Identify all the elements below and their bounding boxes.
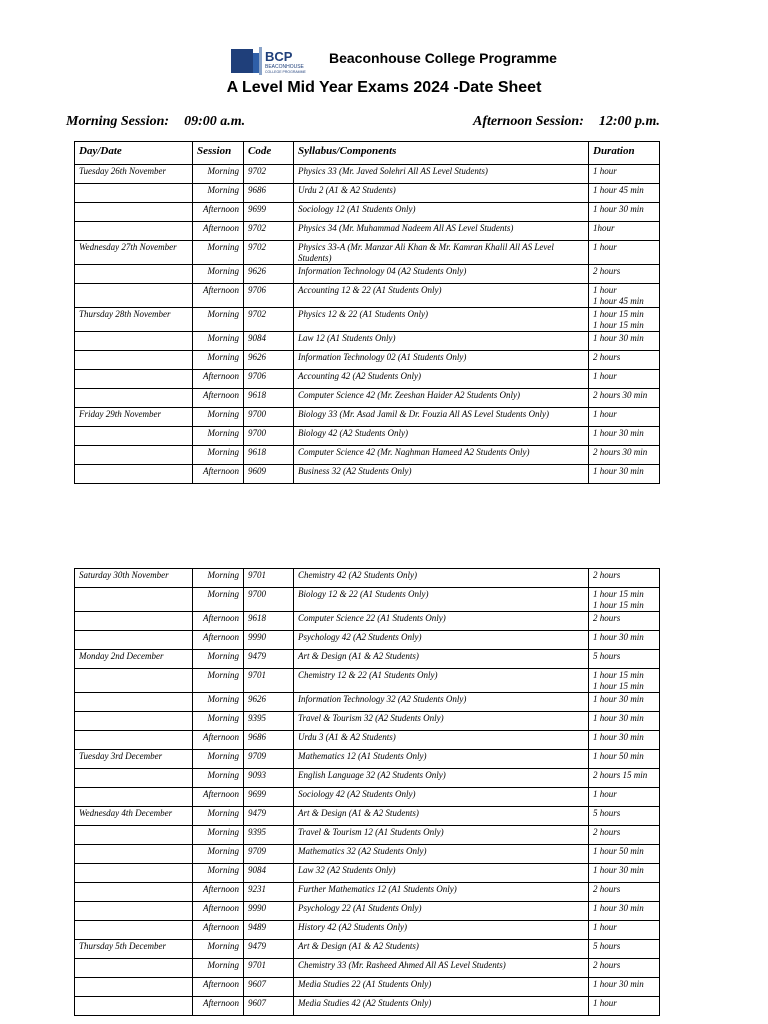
cell-duration: 1 hour 50 min xyxy=(589,845,660,864)
cell-syllabus: Computer Science 42 (Mr. Zeeshan Haider A2 Students Only) xyxy=(294,389,589,408)
cell-day-date: Thursday 5th December xyxy=(75,940,193,959)
cell-code: 9626 xyxy=(244,693,294,712)
cell-code: 9686 xyxy=(244,184,294,203)
cell-session: Afternoon xyxy=(193,788,244,807)
cell-session: Morning xyxy=(193,959,244,978)
cell-syllabus: Art & Design (A1 & A2 Students) xyxy=(294,650,589,669)
cell-day-date: Thursday 28th November xyxy=(75,308,193,332)
cell-day-date xyxy=(75,332,193,351)
cell-code: 9479 xyxy=(244,940,294,959)
cell-code: 9395 xyxy=(244,712,294,731)
cell-syllabus: Accounting 42 (A2 Students Only) xyxy=(294,370,589,389)
cell-duration: 1 hour 30 min xyxy=(589,693,660,712)
cell-session: Morning xyxy=(193,569,244,588)
cell-syllabus: Travel & Tourism 12 (A1 Students Only) xyxy=(294,826,589,845)
cell-day-date xyxy=(75,184,193,203)
cell-code: 9626 xyxy=(244,265,294,284)
cell-syllabus: Law 32 (A2 Students Only) xyxy=(294,864,589,883)
cell-syllabus: Urdu 2 (A1 & A2 Students) xyxy=(294,184,589,203)
table-row xyxy=(75,241,660,265)
cell-session: Afternoon xyxy=(193,902,244,921)
cell-syllabus: Mathematics 32 (A2 Students Only) xyxy=(294,845,589,864)
cell-code: 9395 xyxy=(244,826,294,845)
cell-day-date: Friday 29th November xyxy=(75,408,193,427)
cell-duration: 5 hours xyxy=(589,650,660,669)
cell-code: 9686 xyxy=(244,731,294,750)
table-row xyxy=(75,222,660,241)
cell-code: 9990 xyxy=(244,631,294,650)
cell-day-date xyxy=(75,788,193,807)
cell-session: Morning xyxy=(193,807,244,826)
table-row xyxy=(75,902,660,921)
morning-session xyxy=(66,114,245,130)
cell-day-date xyxy=(75,959,193,978)
cell-code: 9700 xyxy=(244,427,294,446)
logo-abbr: BCP xyxy=(265,49,293,64)
cell-day-date xyxy=(75,465,193,484)
morning-session-label: Morning Session: xyxy=(66,114,170,129)
table-row xyxy=(75,284,660,308)
cell-syllabus: Further Mathematics 12 (A1 Students Only) xyxy=(294,883,589,902)
table-row xyxy=(75,845,660,864)
cell-syllabus: Psychology 42 (A2 Students Only) xyxy=(294,631,589,650)
cell-session: Morning xyxy=(193,308,244,332)
cell-syllabus: Urdu 3 (A1 & A2 Students) xyxy=(294,731,589,750)
cell-session: Afternoon xyxy=(193,284,244,308)
table-row xyxy=(75,650,660,669)
cell-session: Morning xyxy=(193,427,244,446)
table-row xyxy=(75,788,660,807)
cell-code: 9618 xyxy=(244,446,294,465)
date-sheet-table-part-1 xyxy=(74,141,660,484)
cell-duration: 2 hours xyxy=(589,265,660,284)
cell-session: Morning xyxy=(193,332,244,351)
cell-duration: 1 hour 30 min xyxy=(589,902,660,921)
cell-session: Afternoon xyxy=(193,921,244,940)
cell-session: Morning xyxy=(193,265,244,284)
afternoon-session xyxy=(473,114,660,130)
table-row xyxy=(75,351,660,370)
cell-session: Afternoon xyxy=(193,883,244,902)
table-row xyxy=(75,940,660,959)
cell-day-date: Wednesday 27th November xyxy=(75,241,193,265)
cell-syllabus: Biology 42 (A2 Students Only) xyxy=(294,427,589,446)
cell-duration: 2 hours xyxy=(589,826,660,845)
cell-day-date xyxy=(75,389,193,408)
cell-day-date xyxy=(75,902,193,921)
cell-syllabus: History 42 (A2 Students Only) xyxy=(294,921,589,940)
cell-duration: 1 hour 30 min xyxy=(589,731,660,750)
cell-duration: 1 hour 15 min 1 hour 15 min xyxy=(589,669,660,693)
cell-day-date: Wednesday 4th December xyxy=(75,807,193,826)
table-header-row xyxy=(75,142,660,165)
cell-day-date xyxy=(75,978,193,997)
cell-duration: 1 hour xyxy=(589,408,660,427)
table-row xyxy=(75,588,660,612)
cell-session: Afternoon xyxy=(193,203,244,222)
cell-session: Afternoon xyxy=(193,978,244,997)
cell-duration: 2 hours 30 min xyxy=(589,389,660,408)
cell-session: Morning xyxy=(193,351,244,370)
table-row xyxy=(75,184,660,203)
cell-session: Morning xyxy=(193,588,244,612)
cell-duration: 1 hour 30 min xyxy=(589,332,660,351)
cell-session: Morning xyxy=(193,940,244,959)
cell-duration: 1 hour 30 min xyxy=(589,465,660,484)
cell-code: 9618 xyxy=(244,389,294,408)
cell-day-date xyxy=(75,921,193,940)
table-row xyxy=(75,446,660,465)
cell-duration: 2 hours 30 min xyxy=(589,446,660,465)
header xyxy=(0,44,768,76)
table-row xyxy=(75,308,660,332)
cell-session: Afternoon xyxy=(193,465,244,484)
cell-session: Afternoon xyxy=(193,631,244,650)
cell-session: Afternoon xyxy=(193,731,244,750)
cell-session: Morning xyxy=(193,712,244,731)
cell-day-date xyxy=(75,731,193,750)
cell-syllabus: Biology 33 (Mr. Asad Jamil & Dr. Fouzia All AS Level Students Only) xyxy=(294,408,589,427)
cell-syllabus: Accounting 12 & 22 (A1 Students Only) xyxy=(294,284,589,308)
cell-day-date xyxy=(75,612,193,631)
cell-syllabus: Art & Design (A1 & A2 Students) xyxy=(294,940,589,959)
cell-code: 9709 xyxy=(244,845,294,864)
cell-syllabus: Media Studies 42 (A2 Students Only) xyxy=(294,997,589,1016)
cell-day-date xyxy=(75,203,193,222)
table-row xyxy=(75,997,660,1016)
cell-syllabus: Physics 34 (Mr. Muhammad Nadeem All AS Level Students) xyxy=(294,222,589,241)
afternoon-session-label: Afternoon Session: xyxy=(473,114,584,129)
cell-syllabus: Travel & Tourism 32 (A2 Students Only) xyxy=(294,712,589,731)
cell-code: 9607 xyxy=(244,997,294,1016)
cell-duration: 2 hours xyxy=(589,883,660,902)
cell-syllabus: Information Technology 04 (A2 Students Only) xyxy=(294,265,589,284)
cell-duration: 1 hour 45 min xyxy=(589,184,660,203)
cell-code: 9231 xyxy=(244,883,294,902)
table-row xyxy=(75,427,660,446)
table-row xyxy=(75,807,660,826)
cell-day-date xyxy=(75,712,193,731)
cell-syllabus: Media Studies 22 (A1 Students Only) xyxy=(294,978,589,997)
cell-session: Morning xyxy=(193,693,244,712)
table-row xyxy=(75,165,660,184)
cell-duration: 1 hour xyxy=(589,921,660,940)
cell-code: 9489 xyxy=(244,921,294,940)
cell-day-date: Tuesday 3rd December xyxy=(75,750,193,769)
cell-syllabus: Law 12 (A1 Students Only) xyxy=(294,332,589,351)
cell-day-date xyxy=(75,826,193,845)
cell-syllabus: Information Technology 32 (A2 Students Only) xyxy=(294,693,589,712)
cell-duration: 1 hour 15 min 1 hour 15 min xyxy=(589,588,660,612)
cell-syllabus: Mathematics 12 (A1 Students Only) xyxy=(294,750,589,769)
cell-syllabus: Biology 12 & 22 (A1 Students Only) xyxy=(294,588,589,612)
cell-syllabus: Chemistry 12 & 22 (A1 Students Only) xyxy=(294,669,589,693)
cell-syllabus: Chemistry 42 (A2 Students Only) xyxy=(294,569,589,588)
table-row xyxy=(75,769,660,788)
cell-duration: 1 hour 30 min xyxy=(589,631,660,650)
cell-session: Morning xyxy=(193,845,244,864)
cell-day-date xyxy=(75,351,193,370)
cell-syllabus: Business 32 (A2 Students Only) xyxy=(294,465,589,484)
cell-day-date xyxy=(75,427,193,446)
cell-duration: 1 hour 30 min xyxy=(589,203,660,222)
cell-duration: 1 hour 50 min xyxy=(589,750,660,769)
cell-code: 9702 xyxy=(244,308,294,332)
col-header-duration: Duration xyxy=(589,142,660,165)
cell-syllabus: Computer Science 42 (Mr. Naghman Hameed A2 Students Only) xyxy=(294,446,589,465)
cell-code: 9702 xyxy=(244,165,294,184)
cell-day-date: Saturday 30th November xyxy=(75,569,193,588)
cell-code: 9084 xyxy=(244,332,294,351)
table-row xyxy=(75,693,660,712)
table-row xyxy=(75,631,660,650)
table-row xyxy=(75,959,660,978)
cell-code: 9618 xyxy=(244,612,294,631)
cell-day-date xyxy=(75,588,193,612)
cell-session: Morning xyxy=(193,408,244,427)
cell-duration: 2 hours 15 min xyxy=(589,769,660,788)
cell-code: 9709 xyxy=(244,750,294,769)
table-row xyxy=(75,265,660,284)
table-body-part-2 xyxy=(75,569,660,1016)
cell-session: Afternoon xyxy=(193,222,244,241)
cell-code: 9701 xyxy=(244,569,294,588)
cell-duration: 1 hour xyxy=(589,997,660,1016)
cell-code: 9706 xyxy=(244,370,294,389)
cell-code: 9700 xyxy=(244,408,294,427)
cell-session: Afternoon xyxy=(193,997,244,1016)
cell-syllabus: Physics 33 (Mr. Javed Solehri All AS Level Students) xyxy=(294,165,589,184)
cell-code: 9084 xyxy=(244,864,294,883)
cell-session: Morning xyxy=(193,826,244,845)
table-row xyxy=(75,389,660,408)
cell-code: 9626 xyxy=(244,351,294,370)
morning-session-time: 09:00 a.m. xyxy=(184,114,246,129)
cell-day-date xyxy=(75,997,193,1016)
cell-syllabus: Art & Design (A1 & A2 Students) xyxy=(294,807,589,826)
cell-syllabus: Physics 33-A (Mr. Manzar Ali Khan & Mr. Kamran Khalil All AS Level Students) xyxy=(294,241,589,265)
cell-duration: 5 hours xyxy=(589,807,660,826)
cell-session: Morning xyxy=(193,864,244,883)
cell-day-date xyxy=(75,446,193,465)
cell-duration: 1 hour 1 hour 45 min xyxy=(589,284,660,308)
cell-day-date xyxy=(75,669,193,693)
cell-duration: 1hour xyxy=(589,222,660,241)
logo-tagline: COLLEGE PROGRAMME xyxy=(265,70,306,74)
cell-duration: 2 hours xyxy=(589,351,660,370)
table-row xyxy=(75,370,660,389)
table-row xyxy=(75,465,660,484)
table-row xyxy=(75,569,660,588)
cell-syllabus: Physics 12 & 22 (A1 Students Only) xyxy=(294,308,589,332)
table-row xyxy=(75,921,660,940)
org-name: Beaconhouse College Programme xyxy=(329,50,557,66)
cell-day-date xyxy=(75,265,193,284)
cell-code: 9990 xyxy=(244,902,294,921)
cell-day-date xyxy=(75,845,193,864)
cell-syllabus: Psychology 22 (A1 Students Only) xyxy=(294,902,589,921)
cell-syllabus: Chemistry 33 (Mr. Rasheed Ahmed All AS Level Students) xyxy=(294,959,589,978)
cell-duration: 2 hours xyxy=(589,569,660,588)
cell-code: 9701 xyxy=(244,669,294,693)
cell-session: Morning xyxy=(193,165,244,184)
cell-code: 9607 xyxy=(244,978,294,997)
cell-duration: 2 hours xyxy=(589,959,660,978)
cell-code: 9699 xyxy=(244,788,294,807)
cell-session: Morning xyxy=(193,184,244,203)
cell-code: 9609 xyxy=(244,465,294,484)
table-row xyxy=(75,203,660,222)
cell-session: Afternoon xyxy=(193,389,244,408)
cell-day-date xyxy=(75,222,193,241)
cell-session: Morning xyxy=(193,241,244,265)
cell-day-date xyxy=(75,864,193,883)
cell-duration: 1 hour xyxy=(589,788,660,807)
cell-day-date xyxy=(75,769,193,788)
table-row xyxy=(75,712,660,731)
cell-code: 9701 xyxy=(244,959,294,978)
logo-small-text: BEACONHOUSE xyxy=(265,64,304,70)
cell-duration: 1 hour xyxy=(589,165,660,184)
cell-syllabus: Computer Science 22 (A1 Students Only) xyxy=(294,612,589,631)
table-row xyxy=(75,731,660,750)
cell-duration: 1 hour 30 min xyxy=(589,978,660,997)
cell-session: Morning xyxy=(193,669,244,693)
table-body-part-1 xyxy=(75,165,660,484)
table-row xyxy=(75,978,660,997)
table-row xyxy=(75,864,660,883)
table-row xyxy=(75,826,660,845)
cell-session: Morning xyxy=(193,446,244,465)
table-row xyxy=(75,612,660,631)
cell-duration: 1 hour xyxy=(589,241,660,265)
cell-day-date xyxy=(75,693,193,712)
cell-syllabus: Sociology 42 (A2 Students Only) xyxy=(294,788,589,807)
cell-duration: 1 hour 30 min xyxy=(589,864,660,883)
table-row xyxy=(75,750,660,769)
cell-day-date xyxy=(75,631,193,650)
col-header-code: Code xyxy=(244,142,294,165)
cell-duration: 1 hour 15 min 1 hour 15 min xyxy=(589,308,660,332)
cell-code: 9702 xyxy=(244,222,294,241)
cell-syllabus: English Language 32 (A2 Students Only) xyxy=(294,769,589,788)
cell-code: 9479 xyxy=(244,807,294,826)
cell-code: 9702 xyxy=(244,241,294,265)
cell-code: 9699 xyxy=(244,203,294,222)
cell-day-date xyxy=(75,370,193,389)
cell-session: Morning xyxy=(193,750,244,769)
table-row xyxy=(75,408,660,427)
date-sheet-table-part-2 xyxy=(74,568,660,1016)
cell-duration: 2 hours xyxy=(589,612,660,631)
cell-code: 9093 xyxy=(244,769,294,788)
table-row xyxy=(75,332,660,351)
table-row xyxy=(75,883,660,902)
cell-duration: 1 hour 30 min xyxy=(589,712,660,731)
cell-syllabus: Sociology 12 (A1 Students Only) xyxy=(294,203,589,222)
col-header-syllabus: Syllabus/Components xyxy=(294,142,589,165)
col-header-session: Session xyxy=(193,142,244,165)
cell-syllabus: Information Technology 02 (A1 Students Only) xyxy=(294,351,589,370)
col-header-day-date: Day/Date xyxy=(75,142,193,165)
cell-day-date xyxy=(75,883,193,902)
cell-day-date xyxy=(75,284,193,308)
cell-session: Afternoon xyxy=(193,370,244,389)
cell-day-date: Tuesday 26th November xyxy=(75,165,193,184)
bcp-logo xyxy=(231,47,315,75)
cell-code: 9479 xyxy=(244,650,294,669)
cell-code: 9706 xyxy=(244,284,294,308)
cell-session: Morning xyxy=(193,769,244,788)
cell-day-date: Monday 2nd December xyxy=(75,650,193,669)
cell-duration: 5 hours xyxy=(589,940,660,959)
cell-session: Afternoon xyxy=(193,612,244,631)
cell-duration: 1 hour 30 min xyxy=(589,427,660,446)
table-row xyxy=(75,669,660,693)
cell-duration: 1 hour xyxy=(589,370,660,389)
afternoon-session-time: 12:00 p.m. xyxy=(598,114,660,129)
cell-session: Morning xyxy=(193,650,244,669)
cell-code: 9700 xyxy=(244,588,294,612)
page-title: A Level Mid Year Exams 2024 -Date Sheet xyxy=(226,79,542,96)
